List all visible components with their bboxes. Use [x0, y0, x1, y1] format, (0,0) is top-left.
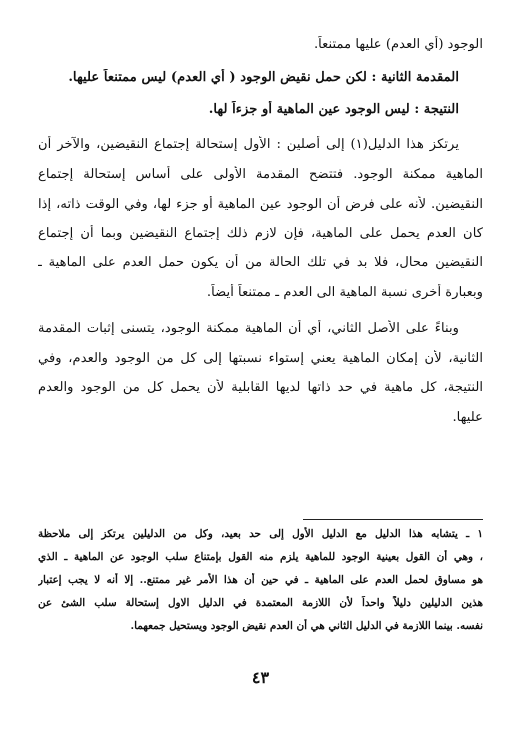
- body-line-12: النتيجة، كل ماهية في حد ذاتها لديها القابلية لأن يحمل كل من الوجود والعدم: [38, 380, 483, 395]
- body-line-13: عليها.: [452, 410, 483, 425]
- body-line-9: وبعبارة أخرى نسبة الماهية الى العدم ـ ممتنعاً أيضاً.: [206, 285, 483, 300]
- body-line-11: الثانية، لأن إمكان الماهية يعني إستواء نسبتها إلى كل من الوجود والعدم، وفي: [38, 351, 483, 366]
- footnote-line-3: هو مساوق لحمل العدم على الماهية ـ في حين أن هذا الأمر غير ممتنع.. إلا أنه لا يجب إعتبار: [38, 574, 483, 586]
- body-line-6: النقيضين. لأنه على فرض أن الوجود عين الماهية أو جزء لها، وفي الوقت ذاته، إذا: [38, 197, 483, 212]
- footnote-line-5: نفسه. بينما اللازمة في الدليل الثاني هي أن العدم نقيض الوجود ويستحيل جمعهما.: [130, 620, 483, 632]
- footnote-separator: [303, 519, 483, 520]
- page-number: ٤٣: [251, 668, 270, 687]
- body-line-5: الماهية ممكنة الوجود. فتتضح المقدمة الأولى على أساس إستحالة إجتماع: [38, 167, 483, 182]
- footnote-line-2: ، وهي أن القول بعينية الوجود للماهية يلزم منه القول بإمتناع سلب الوجود عن الماهية ـ الذي: [38, 551, 483, 563]
- footnote-line-1: ١ ـ يتشابه هذا الدليل مع الدليل الأول إلى حد بعيد، وكل من الدليلين يرتكز إلى ملاحظة: [38, 528, 483, 540]
- body-line-1: الوجود (أي العدم) عليها ممتنعاً.: [313, 37, 483, 52]
- footnote-line-4: هذين الدليلين دليلاً واحداً لأن اللازمة المعتمدة في الدليل الاول إستحالة سلب الشئ عن: [38, 597, 483, 609]
- body-line-8: النقيضين محال، فلا بد في تلك الحالة من أن يكون حمل العدم على الماهية ـ: [38, 255, 483, 270]
- body-line-7: كان العدم يحمل على الماهية، فإن لازم ذلك إجتماع النقيضين وبما أن إجتماع: [38, 226, 483, 241]
- body-line-4: يرتكز هذا الدليل(١) إلى أصلين : الأول إستحالة إجتماع النقيضين، والآخر أن: [38, 137, 459, 152]
- conclusion: النتيجة : ليس الوجود عين الماهية أو جزءاً لها.: [208, 102, 459, 117]
- second-premise: المقدمة الثانية : لكن حمل نقيض الوجود ( أي العدم) ليس ممتنعاً عليها.: [68, 70, 459, 85]
- body-line-10: وبناءً على الأصل الثاني، أي أن الماهية ممكنة الوجود، يتسنى إثبات المقدمة: [38, 321, 459, 336]
